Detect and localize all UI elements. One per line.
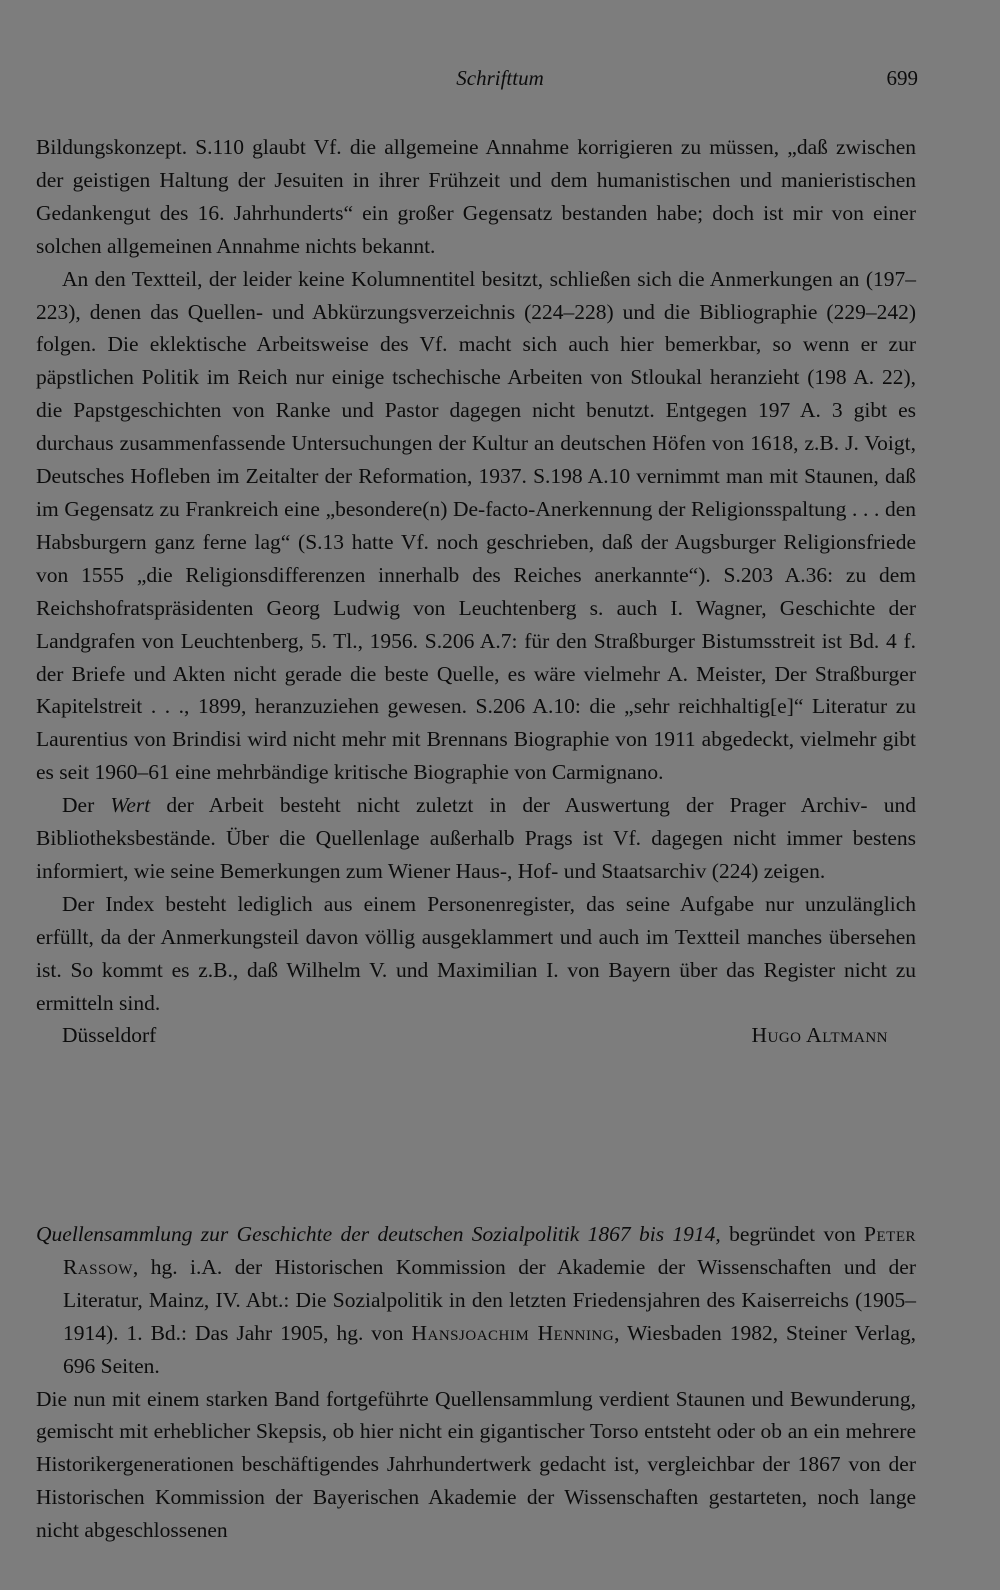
paragraph-3-text: der Arbeit besteht nicht zuletzt in der Auswertung der Prager Archiv- und Bibliotheksbestände. Über die Quellenlage außerhalb Prags ist Vf. dagegen nicht immer bestens informiert, wie seine Bemerkungen zum Wiener Haus-, Hof- und Staatsarchiv (224) zeigen. <box>36 793 916 883</box>
bibliographic-entry <box>36 1218 916 1383</box>
biblio-text-1: begründet von <box>720 1222 865 1246</box>
page-number: 699 <box>886 66 918 90</box>
review-2 <box>36 1218 916 1547</box>
review-body-continued <box>36 131 916 1052</box>
editor-name: Hansjoachim Henning <box>411 1320 615 1345</box>
signature-author: Hugo Altmann <box>751 1023 888 1048</box>
biblio-text-2: , hg. i.A. der Historischen Kommission der Akademie der Wissenschaften und der Literatur, Mainz, IV. Abt.: Die Sozialpolitik in den letzten Friedensjahren des Kaiserreichs (1905–1914). 1. Bd.: Das Jahr 1905, hg. von <box>63 1254 916 1345</box>
review-2-body: Die nun mit einem starken Band fortgeführte Quellensammlung verdient Staunen und Bewunderung, gemischt mit erheblicher Skepsis, ob hier nicht ein gigantischer Torso entsteht oder ob an ein mehrere Historikergenerationen beschäftigendes Jahrhundertwerk gedacht ist, vergleichbar der 1867 von der Historischen Kommission der Bayerischen Akademie der Wissenschaften gestarteten, noch lange nicht abgeschlossenen <box>36 1386 916 1543</box>
paragraph-2: An den Textteil, der leider keine Kolumnentitel besitzt, schließen sich die Anmerkungen an (197–223), denen das Quellen- und Abkürzungsverzeichnis (224–228) und die Bibliographie (229–242) folgen. Die eklektische Arbeitsweise des Vf. macht sich auch hier bemerkbar, so wenn er zur päpstlichen Politik im Reich nur einige tschechische Arbeiten von Stloukal heranzieht (198 A. 22), die Papstgeschichten von Ranke und Pastor dagegen nicht benutzt. Entgegen 197 A. 3 gibt es durchaus zusammenfassende Untersuchungen der Kultur an deutschen Höfen von 1618, z.B. J. Voigt, Deutsches Hofleben im Zeitalter der Reformation, 1937. S.198 A.10 vernimmt man mit Staunen, daß im Gegensatz zu Frankreich eine „besondere(n) De-facto-Anerkennung der Religionsspaltung . . . den Habsburgern ganz ferne lag“ (S.13 hatte Vf. noch geschrieben, daß der Augsburger Religionsfriede von 1555 „die Religionsdifferenzen innerhalb des Reiches anerkannte“). S.203 A.36: zu dem Reichshofratspräsidenten Georg Ludwig von Leuchtenberg s. auch I. Wagner, Geschichte der Landgrafen von Leuchtenberg, 5. Tl., 1956. S.206 A.7: für den Straßburger Bistumsstreit ist Bd. 4 f. der Briefe und Akten nicht gerade die beste Quelle, es wäre vielmehr A. Meister, Der Straßburger Kapitelstreit . . ., 1899, heranzuziehen gewesen. S.206 A.10: die „sehr reichhaltig[e]“ Literatur zu Laurentius von Brindisi wird nicht mehr mit Brennans Biographie von 1911 abgedeckt, vielmehr gibt es seit 1960–61 eine mehrbändige kritische Biographie von Carmignano. <box>36 266 916 785</box>
paragraph-3-prefix: Der <box>62 793 111 818</box>
paragraph-1: Bildungskonzept. S.110 glaubt Vf. die allgemeine Annahme korrigieren zu müssen, „daß zwischen der geistigen Haltung der Jesuiten in ihrer Frühzeit und dem humanistischen und manieristischen Gedankengut des 16. Jahrhunderts“ ein großer Gegensatz bestanden habe; doch ist mir von einer solchen allgemeinen Annahme nichts bekannt. <box>36 135 916 258</box>
biblio-text-3: , Wiesbaden 1982, Steiner Verlag, 696 Seiten. <box>63 1320 916 1378</box>
paragraph-4: Der Index besteht lediglich aus einem Personenregister, das seine Aufgabe nur unzulänglich erfüllt, da der Anmerkungsteil davon völlig ausgeklammert und auch im Textteil manches übersehen ist. So kommt es z.B., daß Wilhelm V. und Maximilian I. von Bayern über das Register nicht zu ermitteln sind. <box>36 891 916 1015</box>
signature-place: Düsseldorf <box>62 1023 157 1048</box>
paragraph-3 <box>36 789 916 888</box>
signature-line <box>36 1019 916 1052</box>
running-title: Schrifttum <box>456 66 544 90</box>
founder-name: Peter Rassow <box>63 1222 916 1279</box>
book-title: Quellensammlung zur Geschichte der deutschen Sozialpolitik 1867 bis 1914, <box>36 1222 721 1246</box>
paragraph-3-emphasis: Wert <box>110 793 151 818</box>
